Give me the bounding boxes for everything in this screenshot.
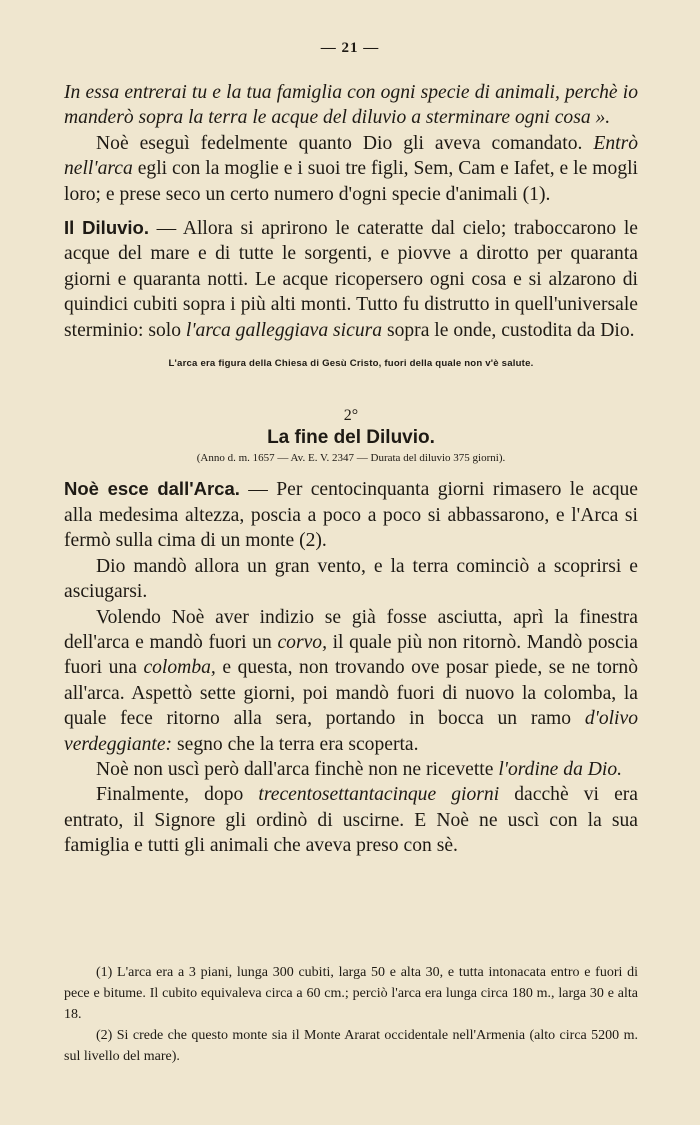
text-run: e questa, non trovando ove posar piede, se ne tornò all'arca. Aspettò sette giorni, poi mandò fuori di nuovo la colomba, la quale fece ritorno alla sera, portando in bocca un ramo: [64, 657, 638, 730]
emphasis-text: trecentosettantacinque giorni: [258, 784, 500, 806]
footnote-2: (2) Si crede che questo monte sia il Monte Ararat occidentale nell'Armenia (alto circa 5200 m. sul livello del mare).: [64, 1028, 638, 1064]
paragraph-noah-obeys: [64, 131, 638, 207]
text-run: segno che la terra era scoperta.: [172, 733, 419, 755]
paragraph-wind: Dio mandò allora un gran vento, e la terra cominciò a scoprirsi e asciugarsi.: [64, 555, 638, 603]
section-dates: (Anno d. m. 1657 — Av. E. V. 2347 — Durata del diluvio 375 giorni).: [196, 452, 506, 465]
footnotes: [64, 962, 638, 1067]
paragraph-noah-exits: [64, 476, 638, 553]
text-run: Noè non uscì però dall'arca finchè non ne ricevette: [96, 758, 499, 780]
emphasis-text: l'arca galleggiava sicura: [185, 319, 383, 341]
paragraph-god-command: [64, 80, 638, 131]
text-run: Finalmente, dopo: [96, 784, 259, 806]
emphasis-text: Entrò nell'arca: [64, 132, 638, 180]
page-number: — 21 —: [320, 40, 380, 56]
paragraph-diluvio: [64, 215, 638, 343]
footnote-1: (1) L'arca era a 3 piani, lunga 300 cubiti, larga 50 e alta 30, e tutta intonacata entro e fuori di pece e bitume. Il cubito equivaleva circa a 60 cm.; perciò l'arca era lunga circa 180 m., larga 30 e alta 18.: [64, 965, 638, 1022]
emphasis-text: l'ordine da Dio.: [498, 758, 623, 780]
section-title: La fine del Diluvio.: [267, 427, 435, 449]
text-run: — Per centocinquanta giorni rimasero le acque alla medesima altezza, poscia a poco a poco si abbassarono, e l'Arca si fermò sulla cima di un monte (2).: [64, 479, 638, 552]
emphasis-text: colomba,: [143, 657, 216, 679]
paragraph-finally: [64, 782, 638, 858]
text-run: — Allora si aprirono le cateratte dal cielo; traboccarono le acque del mare e di tutte le sorgenti, e piovve a dirotto per quaranta giorni e quaranta notti. Le acque ricopersero ogni cosa e si alzarono di quindici cubiti sopra i più alti monti. Tutto fu distrutto in quell'universale sterminio: solo: [64, 218, 638, 341]
text-run: egli con la moglie e i suoi tre figli, Sem, Cam e Iafet, e le mogli loro; e prese seco un certo numero d'ogni specie d'animali (1).: [64, 158, 638, 205]
emphasis-text: d'olivo verdeggiante:: [64, 708, 638, 755]
paragraph-heading: Noè esce dall'Arca.: [64, 478, 240, 500]
paragraph-heading: Il Diluvio.: [64, 217, 149, 239]
paragraph-raven-dove: [64, 605, 638, 757]
small-note: L'arca era figura della Chiesa di Gesù Cristo, fuori della quale non v'è salute.: [168, 358, 534, 370]
text-run: sopra le onde, custodita da Dio.: [382, 319, 635, 341]
text-run: dacchè vi era entrato, il Signore gli ordinò di uscirne. E Noè ne uscì con la sua famiglia e tutti gli animali che aveva preso con sè.: [64, 784, 638, 857]
text-run: il quale più non ritornò. Mandò poscia fuori una: [64, 631, 639, 679]
quote-text: In essa entrerai tu e la tua famiglia con ogni specie di animali, perchè io manderò sopra la terra le acque del diluvio a sterminare ogni cosa ».: [64, 82, 638, 129]
paragraph-waits-order: [64, 757, 638, 782]
text-run: Noè eseguì fedelmente quanto Dio gli aveva comandato.: [96, 132, 594, 154]
section-number: 2°: [343, 407, 359, 425]
emphasis-text: corvo,: [277, 631, 327, 653]
text-run: Volendo Noè aver indizio se già fosse asciutta, aprì la finestra dell'arca e mandò fuori un: [64, 606, 638, 653]
main-text: [64, 80, 638, 859]
